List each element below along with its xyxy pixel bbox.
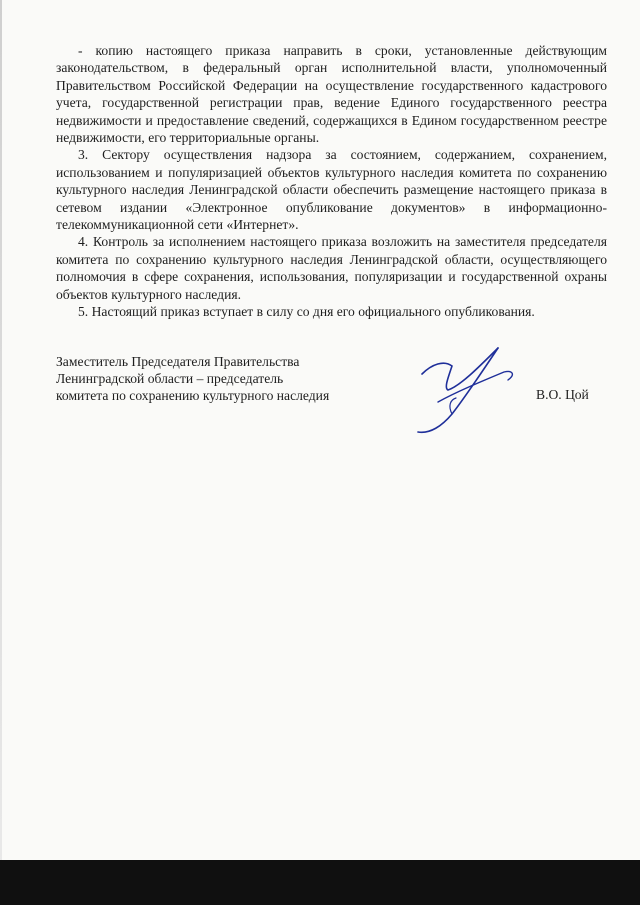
signatory-position bbox=[56, 353, 329, 404]
paragraph-2: 3. Сектору осуществления надзора за состоянием, содержанием, сохранением, использованием и популяризацией объектов культурного наследия комитета по сохранению культурного наследия Ленинградской области обеспечить размещение настоящего приказа в сетевом издании «Электронное опубликование документов» в информационно-телекоммуникационной сети «Интернет». bbox=[56, 147, 607, 233]
signatory-position-line: комитета по сохранению культурного наследия bbox=[56, 388, 330, 403]
handwritten-signature bbox=[408, 344, 528, 436]
document-body bbox=[56, 42, 607, 321]
signatory-position-line: Заместитель Председателя Правительства bbox=[56, 354, 300, 369]
signatory-name: В.О. Цой bbox=[536, 387, 589, 402]
scan-edge bbox=[0, 0, 2, 905]
scan-bottom-border bbox=[0, 860, 640, 905]
paragraph-4: 5. Настоящий приказ вступает в силу со дня его официального опубликования. bbox=[78, 304, 535, 320]
signatory-position-line: Ленинградской области – председатель bbox=[56, 371, 284, 386]
paragraph-3: 4. Контроль за исполнением настоящего приказа возложить на заместителя председателя комитета по сохранению культурного наследия Ленинградской области, осуществляющего полномочия в сфере сохранения, использования, популяризации и государственной охраны объектов культурного наследия. bbox=[56, 234, 607, 302]
paragraph-1: - копию настоящего приказа направить в сроки, установленные действующим законодательством, в федеральный орган исполнительной власти, уполномоченный Правительством Российской Федерации на осуществление государственного кадастрового учета, государственной регистрации прав, ведение Единого государственного реестра недвижимости и предоставление сведений, содержащихся в Едином государственном реестре недвижимости, его территориальные органы. bbox=[56, 43, 607, 146]
